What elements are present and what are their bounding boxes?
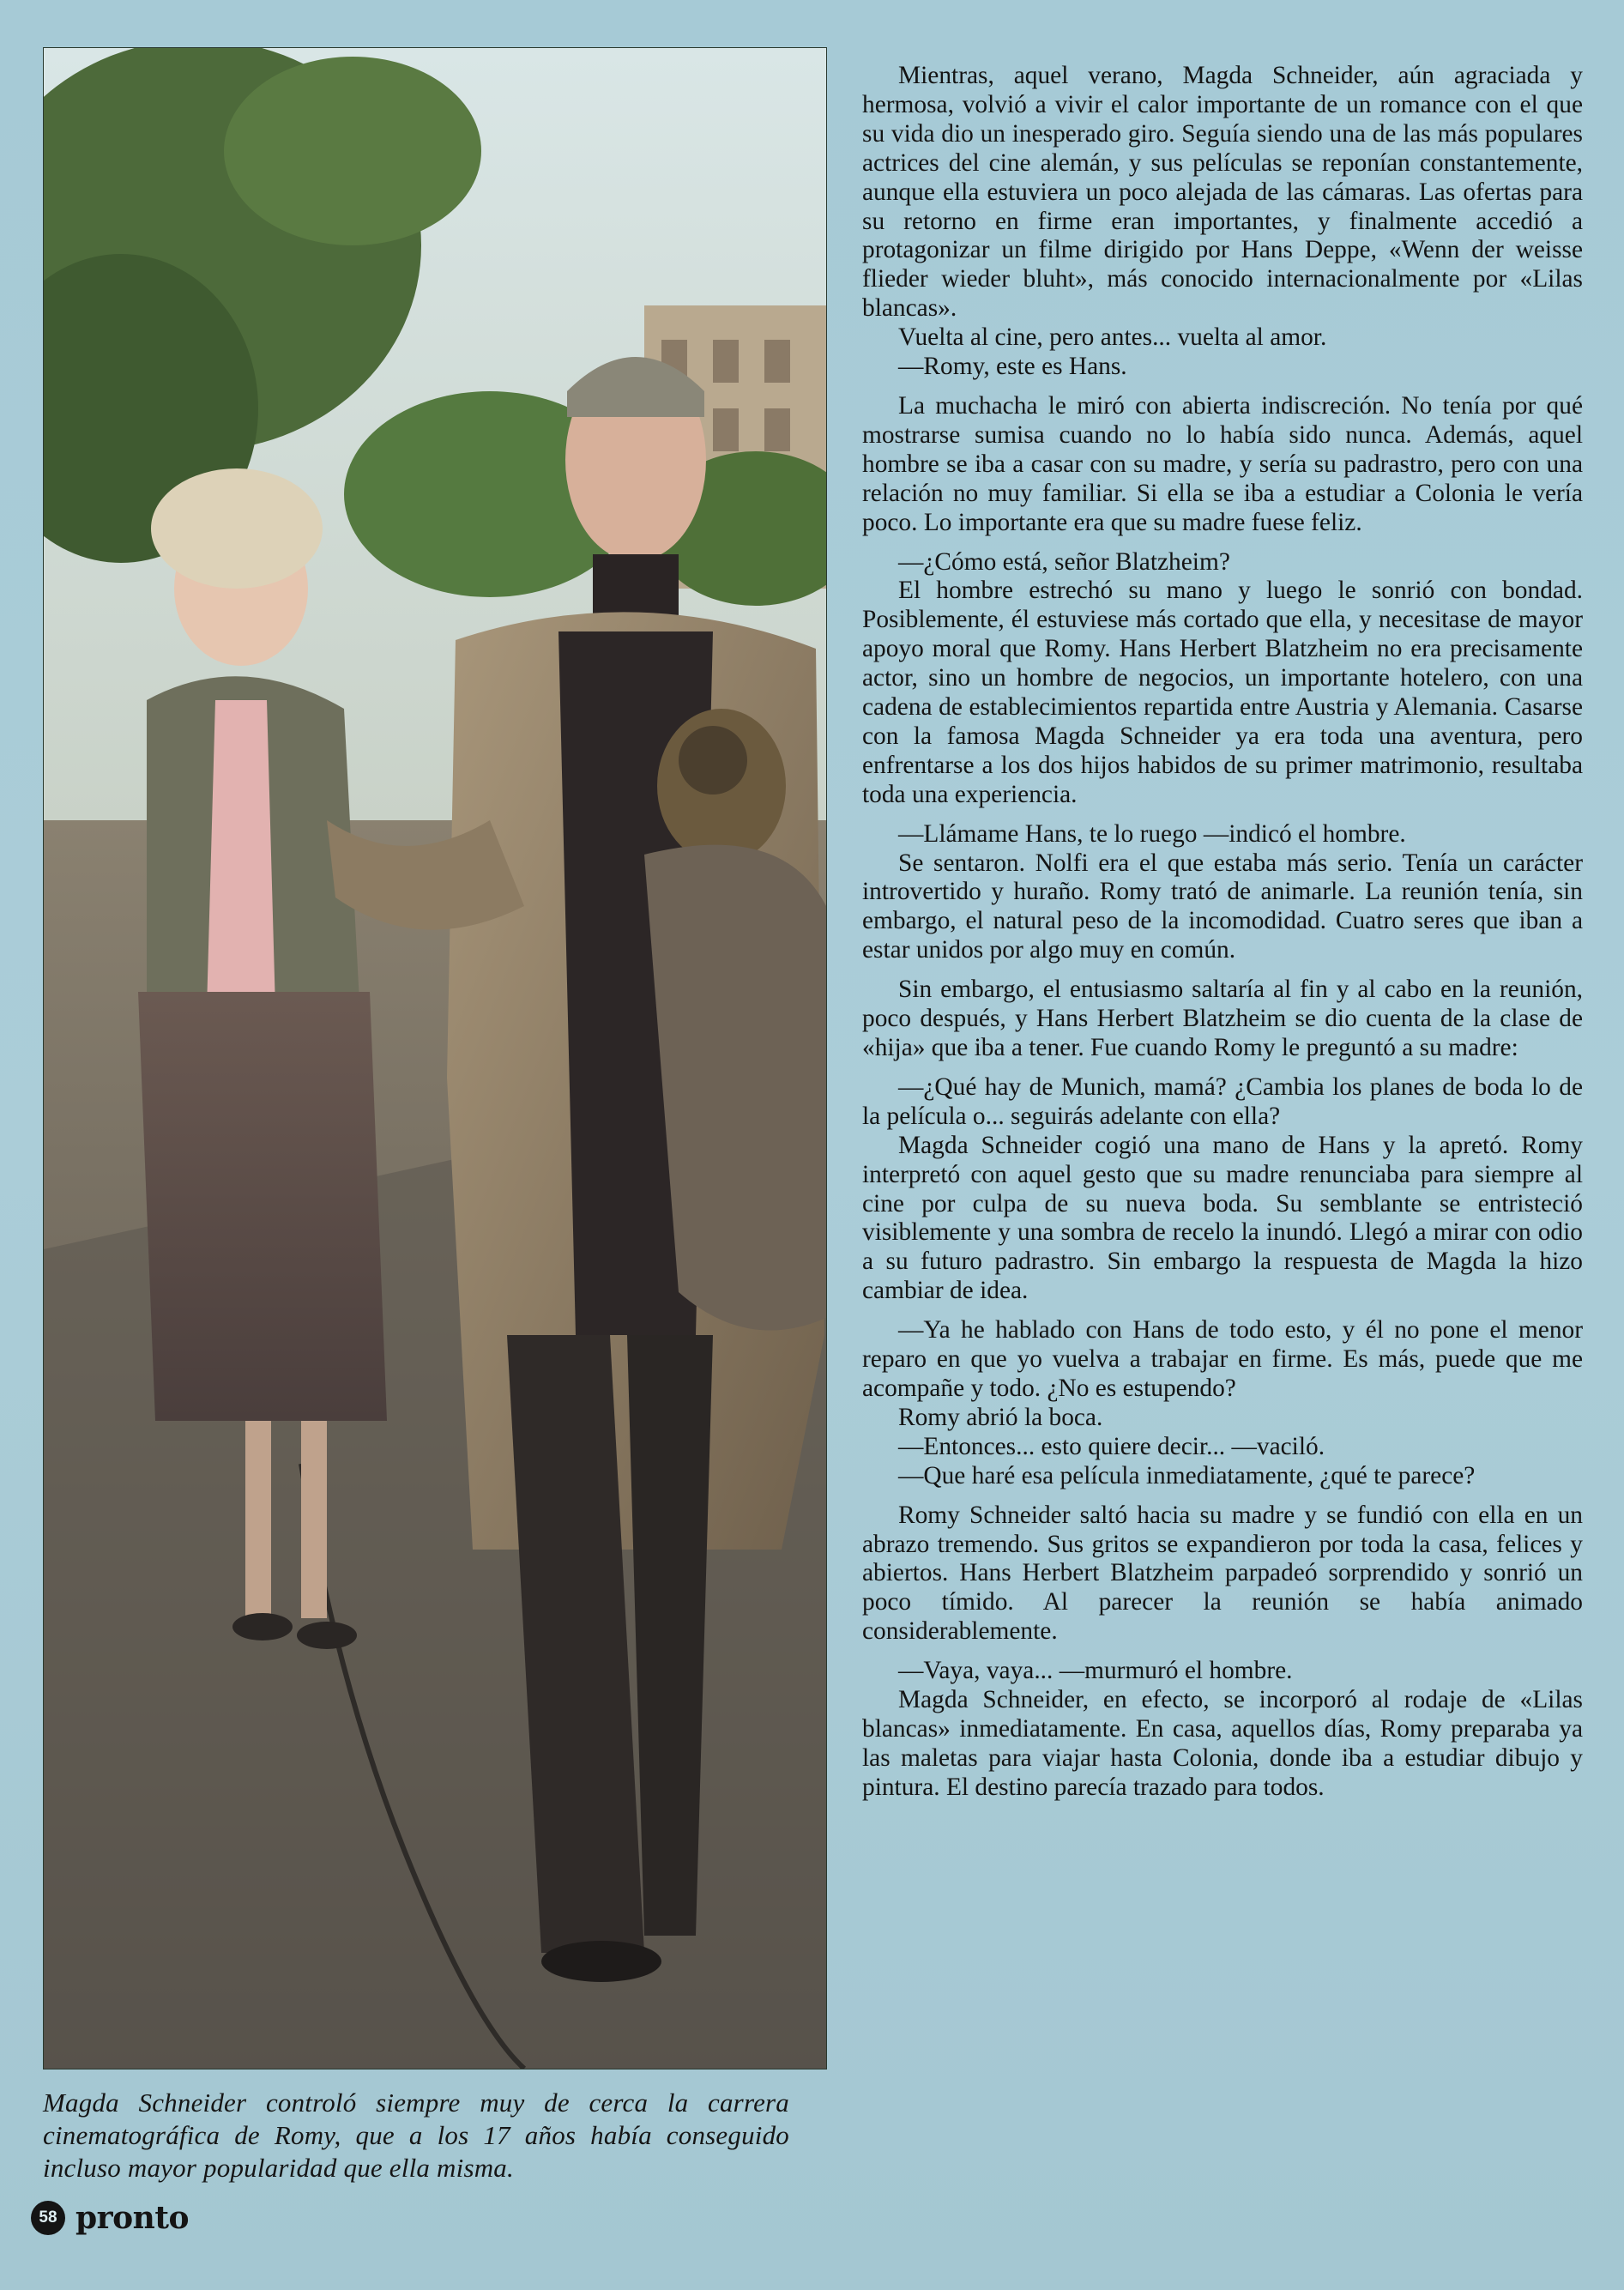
photo-caption: Magda Schneider controló siempre muy de cerca la carrera cinematográfica de Romy, que a los 17 años había conseguido incluso mayor popularidad que ella misma. (43, 2088, 789, 2183)
article-paragraph: —Ya he hablado con Hans de todo esto, y él no pone el menor reparo en que yo vuelva a trabajar en firme. Es más, puede que me acompañe y todo. ¿No es estupendo? (862, 1316, 1583, 1402)
article-paragraph: Romy abrió la boca. (898, 1403, 1103, 1431)
article-paragraph: —¿Cómo está, señor Blatzheim? (898, 547, 1230, 576)
article-paragraph: El hombre estrechó su mano y luego le sonrió con bondad. Posiblemente, él estuviese más cortado que ella, y necesitase de mayor apoyo moral que Romy. Hans Herbert Blatzheim no era precisamente actor, sino un hombre de negocios, un importante hotelero, con una cadena de establecimientos repartida entre Austria y Alemania. Casarse con la famosa Magda Schneider ya era toda una aventura, pero enfrentarse a los dos hijos habidos de su primer matrimonio, resultaba toda una experiencia. (862, 577, 1583, 808)
article-paragraph: —Romy, este es Hans. (898, 353, 1127, 381)
photo-illustration (44, 48, 826, 2069)
article-paragraph: Vuelta al cine, pero antes... vuelta al amor. (898, 323, 1327, 352)
magazine-logo: pronto (75, 2200, 189, 2236)
page-number-badge: 58 (31, 2201, 65, 2235)
article-paragraph: Mientras, aquel verano, Magda Schneider, aún agraciada y hermosa, volvió a vivir el calor importante de un romance con el que su vida dio un inesperado giro. Seguía siendo una de las más populares actrices del cine alemán, y sus películas se reponían constantemente, aunque ella estuviera un poco alejada de las cámaras. Las ofertas para su retorno en firme eran importantes, y finalmente accedió a protagonizar un filme dirigido por Hans Deppe, «Wenn der weisse flieder wieder bluht», más conocido internacionalmente por «Lilas blancas». (862, 62, 1583, 323)
article-paragraph: Magda Schneider, en efecto, se incorporó al rodaje de «Lilas blancas» inmediatamente. En casa, aquellos días, Romy preparaba ya las maletas para viajar hasta Colonia, donde iba a estudiar dibujo y pintura. El destino parecía trazado para todos. (862, 1686, 1583, 1801)
article-paragraph: Sin embargo, el entusiasmo saltaría al fin y al cabo en la reunión, poco después, y Hans Herbert Blatzheim se dio cuenta de la clase de «hija» que iba a tener. Fue cuando Romy le preguntó a su madre: (862, 976, 1583, 1061)
page-footer (31, 2199, 189, 2237)
article-paragraph: —¿Qué hay de Munich, mamá? ¿Cambia los planes de boda lo de la película o... seguirás adelante con ella? (862, 1072, 1583, 1130)
article-paragraph: La muchacha le miró con abierta indiscreción. No tenía por qué mostrarse sumisa cuando no lo había sido nunca. Además, aquel hombre se iba a casar con su madre, y sería su padrastro, pero con una relación no muy familiar. Si ella se iba a estudiar a Colonia le vería poco. Lo importante era que su madre fuese feliz. (862, 391, 1583, 536)
article-paragraph: —Que haré esa película inmediatamente, ¿qué te parece? (898, 1461, 1476, 1489)
article-paragraph: —Llámame Hans, te lo ruego —indicó el hombre. (898, 819, 1406, 848)
article-body (862, 62, 1583, 1803)
article-paragraph: Se sentaron. Nolfi era el que estaba más serio. Tenía un carácter introvertido y huraño. Romy trató de animarle. La reunión tenía, sin embargo, el natural peso de la incomodidad. Cuatro seres que iban a estar unidos por algo muy en común. (862, 849, 1583, 964)
article-paragraph: —Entonces... esto quiere decir... —vaciló. (898, 1432, 1325, 1460)
article-paragraph: —Vaya, vaya... —murmuró el hombre. (898, 1657, 1293, 1685)
article-paragraph: Romy Schneider saltó hacia su madre y se fundió con ella en un abrazo tremendo. Sus gritos se expandieron por toda la casa, felices y abiertos. Hans Herbert Blatzheim parpadeó sorprendido y sonrió un poco tímido. Al parecer la reunión se había animado considerablemente. (862, 1501, 1583, 1646)
article-photo (43, 47, 827, 2069)
article-paragraph: Magda Schneider cogió una mano de Hans y la apretó. Romy interpretó con aquel gesto que su madre renunciaba para siempre al cine por culpa de su nueva boda. Su semblante se entristeció visiblemente y una sombra de recelo la inundó. Llegó a mirar con odio a su futuro padrastro. Sin embargo la respuesta de Magda la hizo cambiar de idea. (862, 1131, 1583, 1305)
